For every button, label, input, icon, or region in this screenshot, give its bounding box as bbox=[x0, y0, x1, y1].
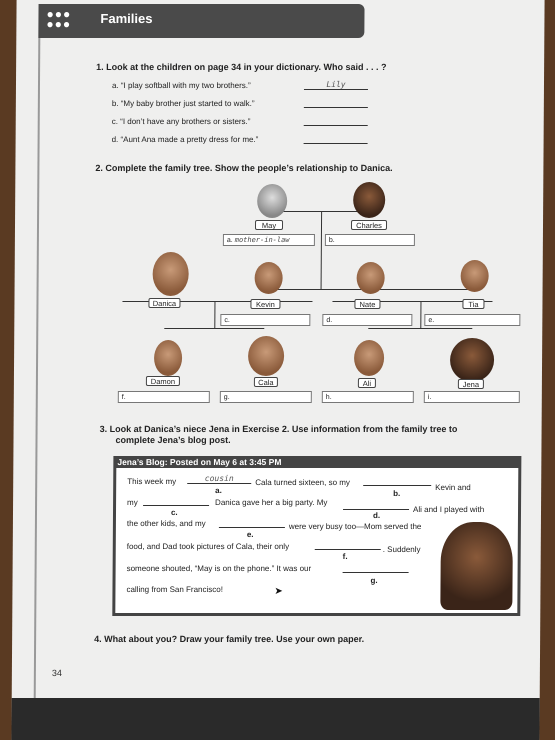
jena-blog-portrait bbox=[440, 522, 513, 610]
damon-portrait bbox=[154, 340, 182, 376]
relation-box-h[interactable] bbox=[322, 391, 414, 403]
tree-line-children-left bbox=[164, 328, 264, 329]
charles-portrait bbox=[353, 182, 385, 218]
q1-item-c: c. “I don’t have any brothers or sisters.” bbox=[111, 117, 251, 126]
q1-item-a: a. “I play softball with my two brothers.” bbox=[111, 81, 251, 90]
blog-line4-b: . Suddenly bbox=[382, 545, 421, 554]
relation-box-a[interactable] bbox=[223, 234, 315, 246]
blog-letter-g: g. bbox=[370, 576, 378, 585]
name-tag-jena: Jena bbox=[458, 379, 484, 389]
page-number: 34 bbox=[51, 668, 62, 678]
blog-answer-b[interactable] bbox=[363, 476, 431, 486]
question-3-prompt-line1: 3. Look at Danica’s niece Jena in Exercise 2. Use information from the family tree to bbox=[99, 424, 458, 434]
relation-label-g: g. bbox=[223, 394, 230, 401]
blog-line2-b: Danica gave her a big party. My bbox=[215, 498, 328, 507]
question-4-prompt: 4. What about you? Draw your family tree. Use your own paper. bbox=[94, 634, 365, 644]
question-1-prompt: 1. Look at the children on page 34 in your dictionary. Who said . . . ? bbox=[96, 62, 387, 72]
relation-box-b[interactable] bbox=[325, 234, 415, 246]
blog-title: Jena’s Blog: Posted on May 6 at 3:45 PM bbox=[117, 457, 282, 467]
q1-answer-a[interactable]: Lily bbox=[304, 80, 368, 90]
name-tag-cala: Cala bbox=[254, 377, 278, 387]
name-tag-kevin: Kevin bbox=[250, 299, 280, 309]
relation-label-i: i. bbox=[427, 394, 432, 401]
relation-box-i[interactable] bbox=[424, 391, 520, 403]
relation-box-g[interactable] bbox=[220, 391, 312, 403]
relation-label-d: d. bbox=[326, 317, 333, 324]
relation-box-e[interactable] bbox=[424, 314, 520, 326]
workbook-page bbox=[11, 0, 544, 740]
name-tag-charles: Charles bbox=[351, 220, 387, 230]
relation-label-a: a. bbox=[226, 237, 233, 244]
blog-line1-a: This week my bbox=[127, 477, 177, 486]
section-header bbox=[38, 4, 364, 38]
question-2-prompt: 2. Complete the family tree. Show the people’s relationship to Danica. bbox=[95, 163, 393, 173]
may-portrait bbox=[257, 184, 287, 218]
tree-line-grandparents-down bbox=[321, 211, 323, 289]
jena-portrait bbox=[450, 338, 494, 382]
relation-label-e: e. bbox=[428, 317, 435, 324]
tree-line-danica-down bbox=[214, 301, 215, 329]
name-tag-ali: Ali bbox=[358, 378, 376, 388]
relation-label-f: f. bbox=[121, 394, 126, 401]
blog-answer-g[interactable] bbox=[343, 563, 409, 573]
tia-portrait bbox=[461, 260, 489, 292]
relation-box-c[interactable] bbox=[220, 314, 310, 326]
cala-portrait bbox=[248, 336, 284, 376]
blog-line1-b: Cala turned sixteen, so my bbox=[255, 478, 350, 487]
blog-letter-e: e. bbox=[246, 530, 254, 539]
nate-portrait bbox=[357, 262, 385, 294]
blog-line2-a: my bbox=[127, 498, 138, 507]
relation-label-c: c. bbox=[224, 317, 230, 324]
blog-answer-f[interactable] bbox=[315, 540, 381, 550]
q1-answer-d[interactable] bbox=[304, 134, 368, 144]
blog-line5-a: someone shouted, “May is on the phone.” It was our bbox=[126, 564, 312, 573]
blog-letter-a: a. bbox=[215, 486, 222, 495]
relation-label-h: h. bbox=[325, 394, 332, 401]
name-tag-damon: Damon bbox=[146, 376, 180, 386]
danica-portrait bbox=[153, 252, 189, 296]
family-icon: ●●● ●●● bbox=[46, 7, 72, 31]
margin-rule bbox=[34, 38, 41, 698]
blog-answer-c[interactable] bbox=[143, 496, 209, 506]
q1-answer-b[interactable] bbox=[304, 98, 368, 108]
blog-line2-c: Ali and I played with bbox=[412, 505, 485, 514]
blog-answer-e[interactable] bbox=[219, 518, 285, 528]
q1-answer-c[interactable] bbox=[304, 116, 368, 126]
blog-letter-d: d. bbox=[372, 511, 381, 520]
blog-line4-a: food, and Dad took pictures of Cala, their only bbox=[126, 542, 290, 551]
kevin-portrait bbox=[255, 262, 283, 294]
blog-line6-a: calling from San Francisco! bbox=[126, 585, 223, 594]
blog-letter-c: c. bbox=[170, 508, 178, 517]
section-title: Families bbox=[100, 11, 153, 26]
blog-line3-b: were very busy too—Mom served the bbox=[288, 522, 422, 531]
name-tag-may: May bbox=[255, 220, 283, 230]
tree-line-children-right bbox=[368, 328, 472, 329]
question-3-prompt-line2: complete Jena’s blog post. bbox=[115, 435, 231, 445]
relation-box-d[interactable] bbox=[322, 314, 412, 326]
blog-letter-f: f. bbox=[342, 552, 348, 561]
q1-item-b: b. “My baby brother just started to walk.” bbox=[111, 99, 255, 108]
blog-answer-d[interactable] bbox=[343, 500, 409, 510]
name-tag-nate: Nate bbox=[354, 299, 380, 309]
blog-line1-c: Kevin and bbox=[435, 483, 471, 492]
tree-line-tia-down bbox=[420, 301, 421, 329]
q1-item-d: d. “Aunt Ana made a pretty dress for me.” bbox=[111, 135, 259, 144]
relation-value-a: mother-in-law bbox=[234, 236, 290, 244]
name-tag-danica: Danica bbox=[148, 298, 180, 308]
blog-answer-a[interactable]: cousin bbox=[187, 474, 251, 484]
ali-portrait bbox=[354, 340, 384, 376]
relation-box-f[interactable] bbox=[118, 391, 210, 403]
name-tag-tia: Tia bbox=[462, 299, 484, 309]
mouse-cursor-icon: ➤ bbox=[274, 586, 283, 597]
footer-bar bbox=[11, 698, 539, 740]
blog-line3-a: the other kids, and my bbox=[126, 519, 206, 528]
relation-label-b: b. bbox=[328, 237, 335, 244]
blog-letter-b: b. bbox=[393, 489, 401, 498]
